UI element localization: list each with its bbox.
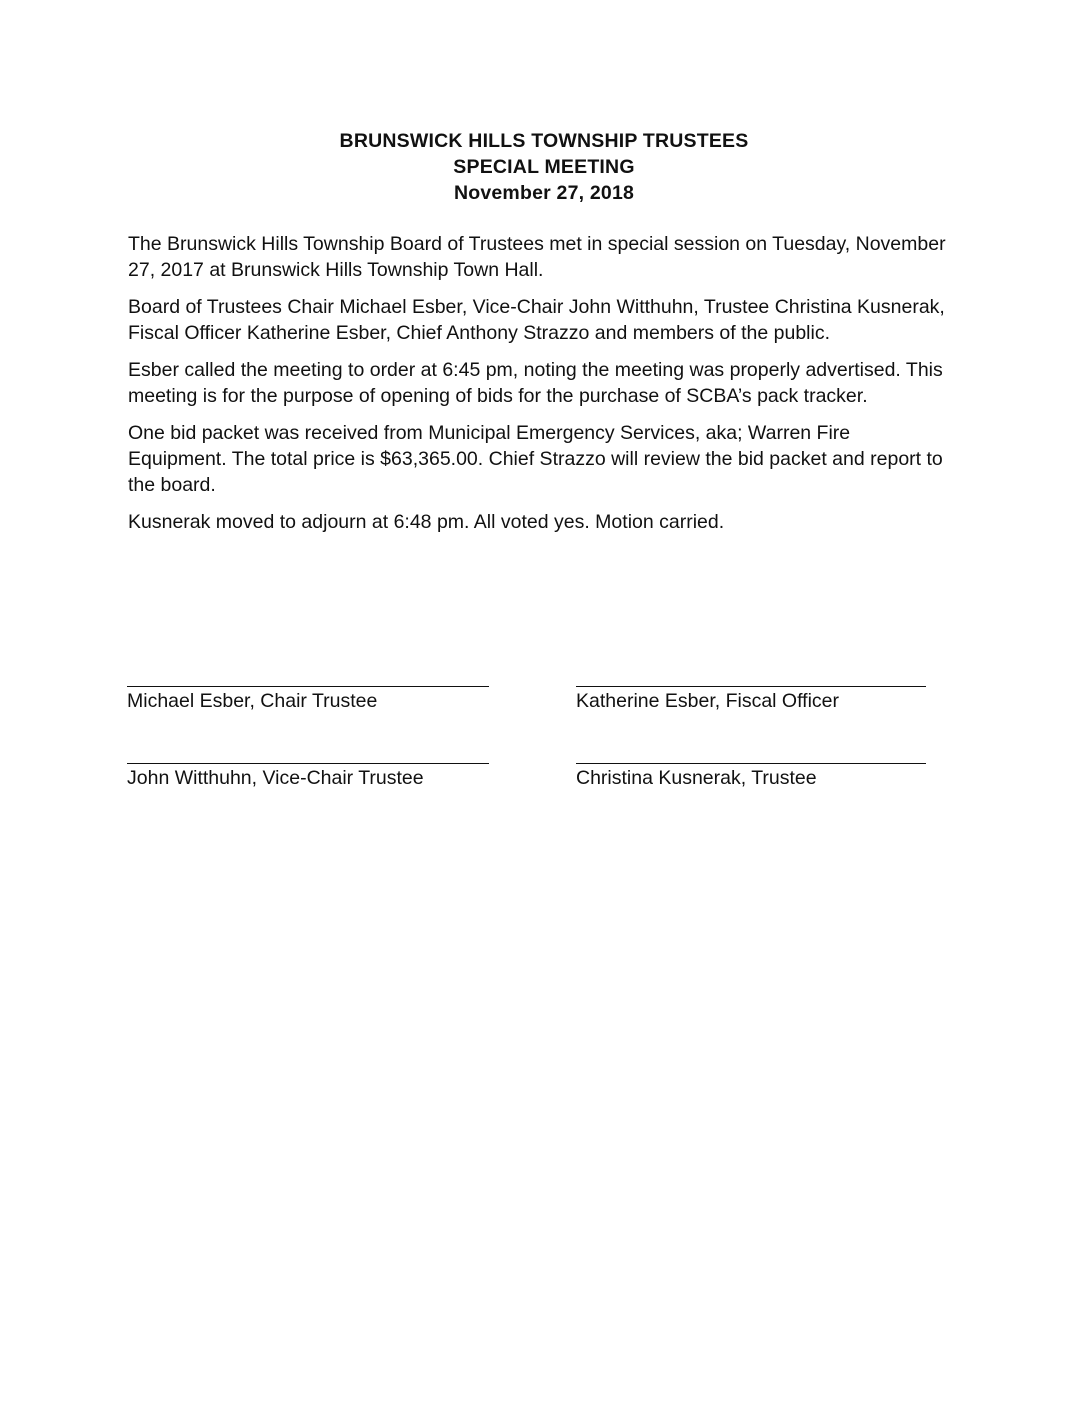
signature-label: Katherine Esber, Fiscal Officer — [576, 690, 840, 712]
signature-line — [576, 763, 926, 764]
header-meeting-type: SPECIAL MEETING — [453, 156, 635, 178]
signature-line — [576, 686, 926, 687]
header-date: November 27, 2018 — [453, 182, 635, 204]
paragraph-session: The Brunswick Hills Township Board of Trustees met in special session on Tuesday, November 27, 2017 at Brunswick Hills Township Town Hall. — [128, 233, 946, 281]
signature-label: Michael Esber, Chair Trustee — [127, 690, 378, 712]
signature-block-trustee — [576, 763, 926, 791]
paragraph-adjourn: Kusnerak moved to adjourn at 6:48 pm. All voted yes. Motion carried. — [128, 511, 725, 533]
signature-block-vice-chair — [127, 763, 489, 791]
signature-line — [127, 686, 489, 687]
signature-label: Christina Kusnerak, Trustee — [576, 767, 817, 789]
minutes-body — [128, 231, 948, 546]
paragraph-bid: One bid packet was received from Municipal Emergency Services, aka; Warren Fire Equipment. The total price is $63,365.00. Chief Strazzo will review the bid packet and report to the board. — [128, 422, 943, 496]
paragraph-call-to-order: Esber called the meeting to order at 6:45 pm, noting the meeting was properly advertised. This meeting is for the purpose of opening of bids for the purchase of SCBA’s pack tracker. — [128, 359, 943, 407]
header-title: BRUNSWICK HILLS TOWNSHIP TRUSTEES — [339, 130, 749, 152]
signature-label: John Witthuhn, Vice-Chair Trustee — [127, 767, 424, 789]
signature-line — [127, 763, 489, 764]
paragraph-attendees: Board of Trustees Chair Michael Esber, Vice-Chair John Witthuhn, Trustee Christina Kusnerak, Fiscal Officer Katherine Esber, Chief Anthony Strazzo and members of the public. — [128, 296, 945, 344]
signature-block-fiscal-officer — [576, 686, 926, 714]
signature-block-chair — [127, 686, 489, 714]
document-header — [0, 128, 1088, 206]
